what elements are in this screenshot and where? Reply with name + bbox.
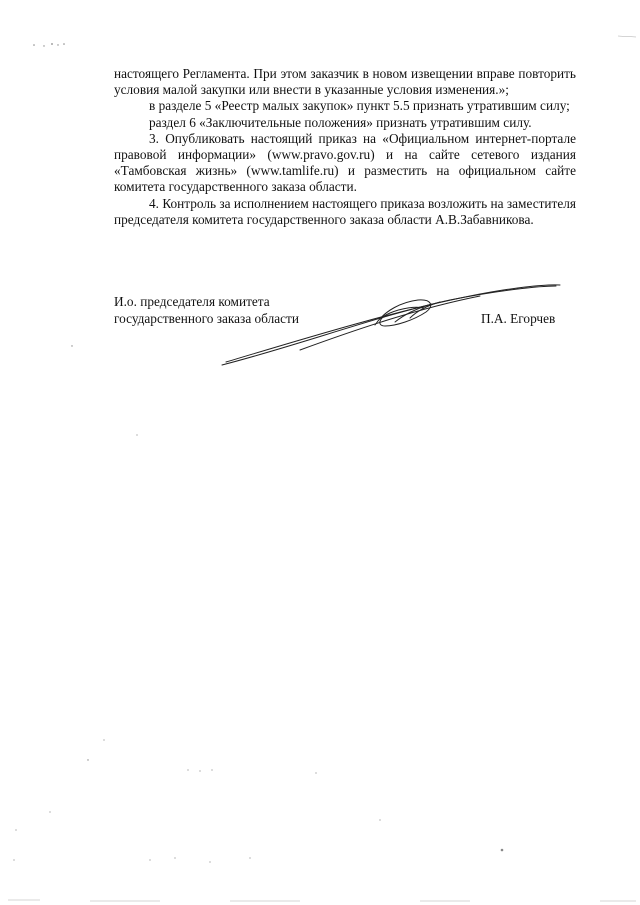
paragraph-item3: 3. Опубликовать настоящий приказ на «Официальном интернет-портале правовой информации» (www.pravo.gov.ru) и на сайте сетевого издания «Тамбовская жизнь» (www.tamlife.ru) и разместить на официальном сайте комитета государственного заказа области. (114, 130, 576, 195)
paragraph-section5: в разделе 5 «Реестр малых закупок» пункт 5.5 признать утратившим силу; (149, 98, 570, 114)
position-line2: государственного заказа области (114, 311, 299, 326)
paragraph-continuation: настоящего Регламента. При этом заказчик в новом извещении вправе повторить условия малой закупки или внести в указанные условия изменения.»; (114, 66, 576, 98)
signature-position (114, 293, 299, 327)
position-line1: И.о. председателя комитета (114, 294, 270, 309)
paragraph-item4: 4. Контроль за исполнением настоящего приказа возложить на заместителя председателя комитета государственного заказа области А.В.Забавникова. (114, 195, 576, 227)
signer-name: П.А. Егорчев (481, 311, 556, 326)
paragraph-section6: раздел 6 «Заключительные положения» признать утратившим силу. (149, 114, 532, 130)
document-body (114, 66, 576, 228)
